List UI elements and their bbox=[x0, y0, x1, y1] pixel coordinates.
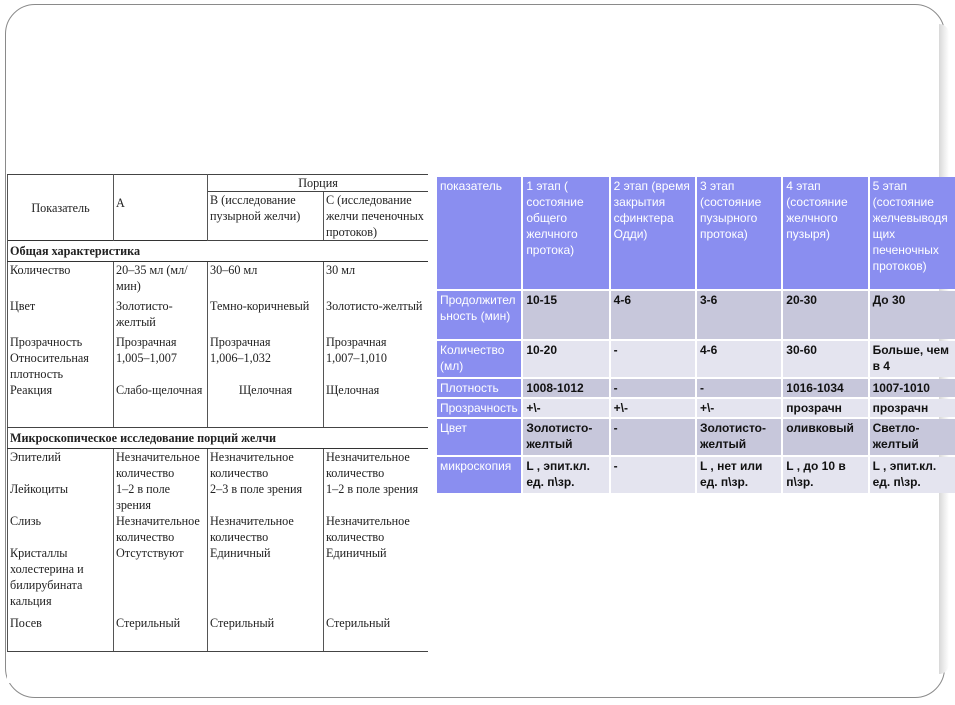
header-col-a: А bbox=[114, 175, 208, 241]
header-stage-1: 1 этап ( состояние общего желчного протока) bbox=[523, 177, 608, 289]
cell-a: Стерильный bbox=[114, 615, 208, 651]
cell: - bbox=[611, 379, 695, 397]
cell: прозрачн bbox=[783, 399, 867, 417]
cell: - bbox=[611, 341, 695, 377]
cell: Светло-желтый bbox=[870, 419, 955, 455]
cell: L , нет или ед. п\зр. bbox=[697, 457, 781, 493]
cell-a: Незначительное количество bbox=[114, 513, 208, 545]
row-label: Лейкоциты bbox=[8, 481, 114, 513]
cell-b: 30–60 мл bbox=[208, 262, 324, 298]
cell-c: Стерильный bbox=[324, 615, 429, 651]
row-label: Прозрачность bbox=[8, 334, 114, 350]
header-stage-3: 3 этап (состояние пузырного протока) bbox=[697, 177, 781, 289]
header-stage-4: 4 этап (состояние желчного пузыря) bbox=[783, 177, 867, 289]
row-label: Относительная плотность bbox=[8, 350, 114, 382]
cell-a: 20–35 мл (мл/мин) bbox=[114, 262, 208, 298]
row-label: Эпителий bbox=[8, 449, 114, 482]
cell-b: Незначительное количество bbox=[208, 513, 324, 545]
cell-a: Прозрачная bbox=[114, 334, 208, 350]
header-indicator: Показатель bbox=[8, 175, 114, 241]
cell: До 30 bbox=[870, 291, 955, 339]
cell-c: Единичный bbox=[324, 545, 429, 615]
cell-b: Единичный bbox=[208, 545, 324, 615]
header-stage-2: 2 этап (время закрытия сфинктера Одди) bbox=[611, 177, 695, 289]
cell: - bbox=[611, 457, 695, 493]
bile-fractions-table bbox=[7, 174, 428, 683]
cell-a: 1–2 в поле зрения bbox=[114, 481, 208, 513]
header-portion: Порция bbox=[208, 175, 429, 192]
row-label: микроскопия bbox=[437, 457, 521, 493]
cell: 3-6 bbox=[697, 291, 781, 339]
cell-a: Отсутствуют bbox=[114, 545, 208, 615]
cell-a: Незначительное количество bbox=[114, 449, 208, 482]
cell-a: Слабо-щелочная bbox=[114, 382, 208, 428]
cell-a: Золотисто-желтый bbox=[114, 298, 208, 334]
cell: Золотисто-желтый bbox=[523, 419, 608, 455]
cell-c: Незначительное количество bbox=[324, 513, 429, 545]
cell-c: 1–2 в поле зрения bbox=[324, 481, 429, 513]
row-label: Количество (мл) bbox=[437, 341, 521, 377]
cell: Больше, чем в 4 bbox=[870, 341, 955, 377]
right-table bbox=[435, 175, 955, 495]
cell-b: Темно-коричневый bbox=[208, 298, 324, 334]
row-label: Кристаллы холестерина и билирубината кальция bbox=[8, 545, 114, 615]
cell: 10-20 bbox=[523, 341, 608, 377]
row-label: Цвет bbox=[8, 298, 114, 334]
duodenal-sounding-stages-table bbox=[435, 175, 955, 495]
cell-b: Щелочная bbox=[208, 382, 324, 428]
cell: Золотисто-желтый bbox=[697, 419, 781, 455]
cell-c: Щелочная bbox=[324, 382, 429, 428]
cell-c: Незначительное количество bbox=[324, 449, 429, 482]
cell: L , эпит.кл. ед. п\зр. bbox=[523, 457, 608, 493]
row-label: Количество bbox=[8, 262, 114, 298]
cell: 20-30 bbox=[783, 291, 867, 339]
cell-a: 1,005–1,007 bbox=[114, 350, 208, 382]
header-col-c: С (исследование желчи печеночных протоков) bbox=[324, 192, 429, 241]
header-stage-5: 5 этап (состояние желчевыводящих печеночных протоков) bbox=[870, 177, 955, 289]
row-label: Плотность bbox=[437, 379, 521, 397]
cell: прозрачн bbox=[870, 399, 955, 417]
cell-c: 1,007–1,010 bbox=[324, 350, 429, 382]
cell: оливковый bbox=[783, 419, 867, 455]
cell-c: Прозрачная bbox=[324, 334, 429, 350]
cell-b: Незначительное количество bbox=[208, 449, 324, 482]
cell: +\- bbox=[523, 399, 608, 417]
cell-b: Стерильный bbox=[208, 615, 324, 651]
row-label: Цвет bbox=[437, 419, 521, 455]
cell: L , эпит.кл. ед. п\зр. bbox=[870, 457, 955, 493]
left-table bbox=[7, 174, 428, 652]
cell: 1007-1010 bbox=[870, 379, 955, 397]
row-label: Продолжительность (мин) bbox=[437, 291, 521, 339]
section-microscopy: Микроскопическое исследование порций желчи bbox=[8, 428, 429, 449]
section-general: Общая характеристика bbox=[8, 241, 429, 262]
cell-b: Прозрачная bbox=[208, 334, 324, 350]
cell-c: Золотисто-желтый bbox=[324, 298, 429, 334]
cell: 1016-1034 bbox=[783, 379, 867, 397]
cell: 4-6 bbox=[611, 291, 695, 339]
cell: 10-15 bbox=[523, 291, 608, 339]
row-label: Реакция bbox=[8, 382, 114, 428]
row-label: Прозрачность bbox=[437, 399, 521, 417]
header-col-b: В (исследование пузырной желчи) bbox=[208, 192, 324, 241]
row-label: Посев bbox=[8, 615, 114, 651]
cell: L , до 10 в п\зр. bbox=[783, 457, 867, 493]
cell: - bbox=[611, 419, 695, 455]
cell-b: 1,006–1,032 bbox=[208, 350, 324, 382]
row-label: Слизь bbox=[8, 513, 114, 545]
cell: 1008-1012 bbox=[523, 379, 608, 397]
cell: +\- bbox=[611, 399, 695, 417]
header-indicator: показатель bbox=[437, 177, 521, 289]
cell-c: 30 мл bbox=[324, 262, 429, 298]
cell: +\- bbox=[697, 399, 781, 417]
cell: 30-60 bbox=[783, 341, 867, 377]
cell: 4-6 bbox=[697, 341, 781, 377]
cell-b: 2–3 в поле зрения bbox=[208, 481, 324, 513]
cell: - bbox=[697, 379, 781, 397]
